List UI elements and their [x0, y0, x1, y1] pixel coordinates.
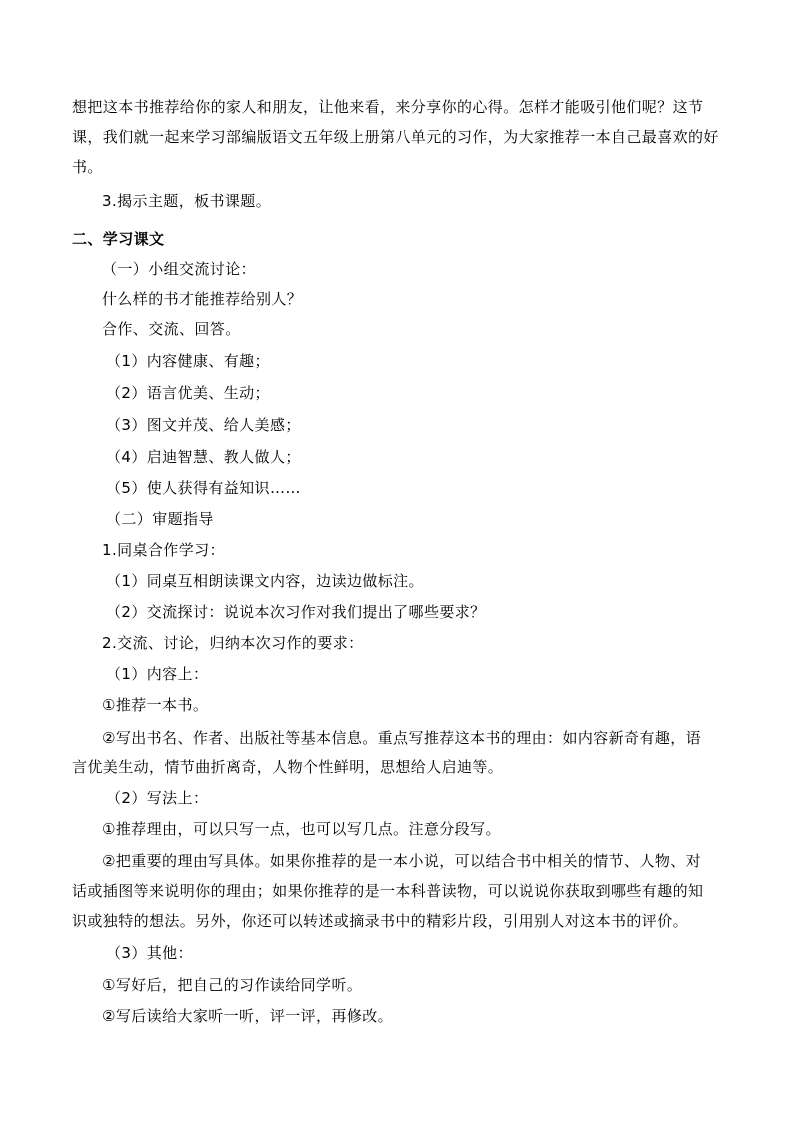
- part-2-title: （二）审题指导: [106, 510, 214, 528]
- other-label: （3）其他：: [106, 944, 193, 962]
- step-1-a-text: （1）同桌互相朗读课文内容，边读边做标注。: [106, 572, 424, 590]
- part-1-title: （一）小组交流讨论：: [102, 260, 257, 278]
- method-item-2-line-2: 话或插图等来说明你的理由；如果你推荐的是一本科普读物，可以说说你获取到哪些有趣的知: [72, 882, 704, 900]
- content-item-2-line-1: ②写出书名、作者、出版社等基本信息。重点写推荐这本书的理由：如内容新奇有趣，语: [102, 729, 702, 747]
- step-1-b-text: （2）交流探讨：说说本次习作对我们提出了哪些要求？: [106, 603, 486, 621]
- method-label: （2）写法上：: [106, 789, 209, 807]
- other-item-2: ②写后读给大家听一听，评一评，再修改。: [102, 1007, 394, 1025]
- criteria-item: （2）语言优美、生动；: [106, 384, 270, 402]
- intro-paragraph: 想把这本书推荐给你的家人和朋友，让他来看，来分享你的心得。怎样才能吸引他们呢？这节课，我们就一起来学习部编版语文五年级上册第八单元的习作，为大家推荐一本自己最喜欢的好书。: [72, 98, 719, 176]
- step-3-text: 3.揭示主题，板书课题。: [102, 192, 272, 210]
- criteria-item: （5）使人获得有益知识……: [106, 479, 301, 497]
- step-1-text: 1.同桌合作学习：: [102, 541, 225, 559]
- method-item-2-line-1: ②把重要的理由写具体。如果你推荐的是一本小说，可以结合书中相关的情节、人物、对: [102, 852, 702, 870]
- answer-prompt: 合作、交流、回答。: [102, 320, 241, 338]
- content-item-1: ①推荐一本书。: [102, 696, 209, 714]
- method-item-2-line-3: 识或独特的想法。另外，你还可以转述或摘录书中的精彩片段，引用别人对这本书的评价。: [72, 912, 689, 930]
- method-item-1: ①推荐理由，可以只写一点，也可以写几点。注意分段写。: [102, 820, 501, 838]
- content-label: （1）内容上：: [106, 665, 209, 683]
- other-item-1: ①写好后，把自己的习作读给同学听。: [102, 976, 363, 994]
- section-heading: 二、学习课文: [72, 230, 165, 248]
- criteria-item: （4）启迪智慧、教人做人；: [106, 448, 301, 466]
- step-2-text: 2.交流、讨论，归纳本次习作的要求：: [102, 634, 364, 652]
- criteria-item: （3）图文并茂、给人美感；: [106, 416, 301, 434]
- criteria-item: （1）内容健康、有趣；: [106, 352, 270, 370]
- content-item-2-line-2: 言优美生动，情节曲折离奇，人物个性鲜明，思想给人启迪等。: [72, 758, 504, 776]
- question-text: 什么样的书才能推荐给别人？: [102, 290, 303, 308]
